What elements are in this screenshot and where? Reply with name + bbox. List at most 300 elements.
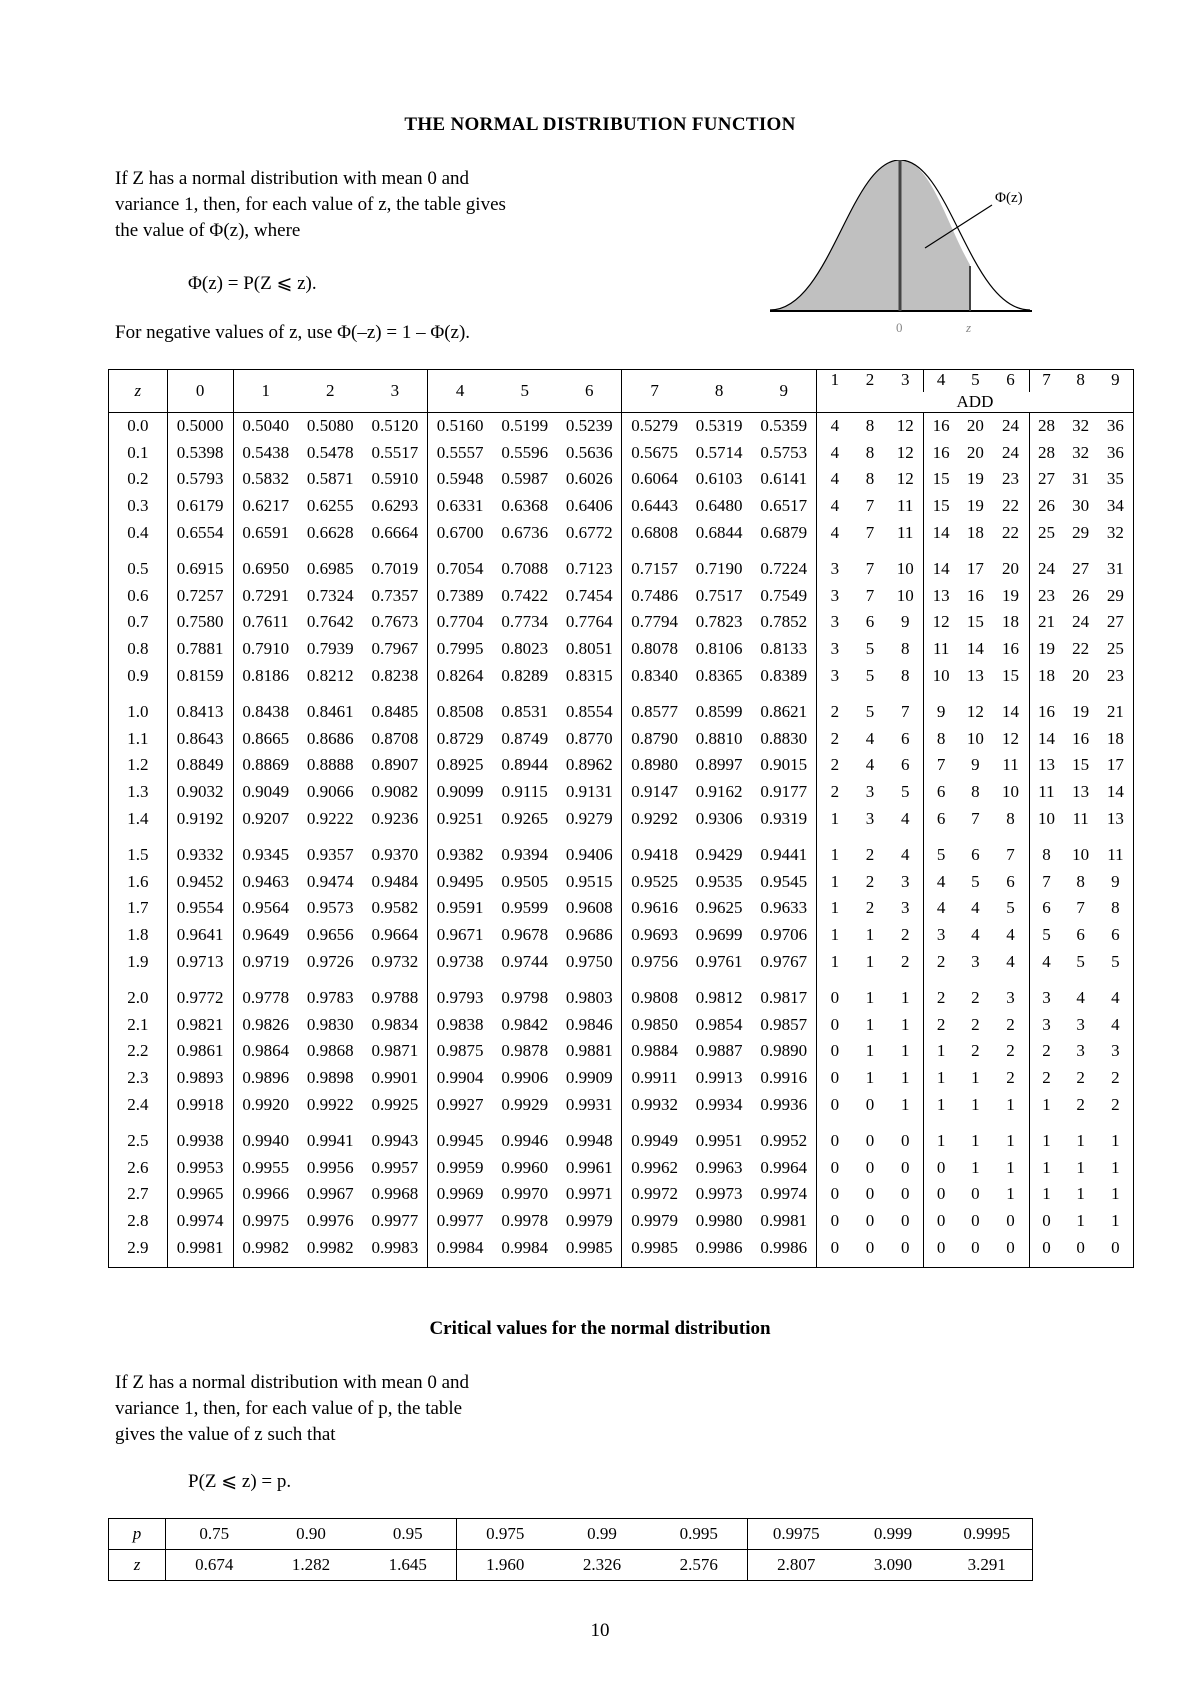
critical-value: 0.9975 <box>748 1519 845 1550</box>
phi-value: 0.6554 <box>167 519 233 546</box>
add-value: 0 <box>865 1094 875 1114</box>
add-value: 8 <box>865 469 875 489</box>
phi-value: 0.8729 <box>428 726 493 753</box>
add-value: 0 <box>887 1234 923 1267</box>
phi-value: 0.8051 <box>565 639 613 659</box>
phi-value: 0.9441 <box>760 845 808 865</box>
phi-value: 0.7291 <box>233 583 298 610</box>
phi-value: 0.9345 <box>233 832 298 869</box>
phi-value: 0.7642 <box>306 612 354 632</box>
phi-value: 0.9693 <box>622 922 687 949</box>
phi-value: 0.9913 <box>695 1067 743 1087</box>
add-value: 1 <box>816 922 852 949</box>
add-value: 3 <box>816 609 852 636</box>
add-value: 4 <box>1076 988 1085 1008</box>
add-value: 0 <box>816 1091 852 1118</box>
z-value: 2.0 <box>109 975 168 1012</box>
phi-value: 0.9177 <box>760 782 808 802</box>
add-value: 16 <box>1072 728 1090 748</box>
add-value: 21 <box>1029 609 1063 636</box>
add-value: 0 <box>1006 1210 1015 1230</box>
table-row <box>109 413 1134 440</box>
z-value: 1.6 <box>109 869 168 896</box>
add-value: 6 <box>900 728 910 748</box>
add-value: 2 <box>1098 1091 1134 1118</box>
phi-value: 0.9830 <box>306 1014 354 1034</box>
add-value: 17 <box>966 559 984 579</box>
add-value: 4 <box>865 755 875 775</box>
add-value: 0 <box>1029 1234 1063 1267</box>
add-value: 1 <box>1006 1131 1015 1151</box>
phi-value: 0.9945 <box>428 1118 493 1155</box>
phi-value: 0.6844 <box>695 522 743 542</box>
add-value: 22 <box>1002 522 1020 542</box>
phi-value: 0.6664 <box>371 522 419 542</box>
phi-value: 0.9808 <box>622 975 687 1012</box>
add-value: 7 <box>924 752 958 779</box>
add-value: 4 <box>971 924 980 944</box>
phi-value: 0.9925 <box>371 1094 419 1114</box>
add-value: 0 <box>971 1210 980 1230</box>
phi-value: 0.8554 <box>565 702 613 722</box>
add-value: 3 <box>900 898 910 918</box>
phi-value: 0.9332 <box>167 832 233 869</box>
phi-value: 0.9893 <box>167 1065 233 1092</box>
add-value: 1 <box>1076 1210 1085 1230</box>
phi-value: 0.7939 <box>306 639 354 659</box>
phi-value: 0.9973 <box>695 1184 743 1204</box>
phi-value: 0.9952 <box>760 1131 808 1151</box>
add-value: 17 <box>1098 752 1134 779</box>
phi-value: 0.9452 <box>167 869 233 896</box>
add-value: 19 <box>966 496 984 516</box>
z-value: 1.1 <box>109 726 168 753</box>
add-value: 5 <box>865 702 875 722</box>
add-value: 6 <box>1076 924 1085 944</box>
phi-value: 0.6736 <box>501 522 549 542</box>
add-value: 0 <box>924 1154 958 1181</box>
add-value: 20 <box>958 413 992 440</box>
add-value: 1 <box>971 1131 980 1151</box>
phi-value: 0.7910 <box>233 636 298 663</box>
add-value: 7 <box>1076 898 1085 918</box>
z-value: 0.1 <box>109 440 168 467</box>
add-value: 0 <box>865 1157 875 1177</box>
critical-p-row <box>109 1519 1033 1550</box>
add-value: 1 <box>816 869 852 896</box>
add-value: 8 <box>865 442 875 462</box>
phi-value: 0.9978 <box>501 1210 549 1230</box>
add-value: 32 <box>1098 519 1134 546</box>
phi-value: 0.8289 <box>501 665 549 685</box>
phi-value: 0.9082 <box>371 782 419 802</box>
phi-value: 0.9484 <box>371 871 419 891</box>
phi-value: 0.9207 <box>233 805 298 832</box>
add-value: 1 <box>900 1094 910 1114</box>
add-value: 7 <box>865 496 875 516</box>
digit-header-6: 6 <box>557 370 622 413</box>
add-value: 1 <box>971 1094 980 1114</box>
add-value: 1 <box>1098 1208 1134 1235</box>
phi-value: 0.9633 <box>760 898 808 918</box>
phi-value: 0.9573 <box>306 898 354 918</box>
phi-value: 0.9918 <box>167 1091 233 1118</box>
add-value: 3 <box>1098 1038 1134 1065</box>
add-value: 14 <box>1029 726 1063 753</box>
add-value: 7 <box>1006 845 1015 865</box>
add-value: 29 <box>1072 522 1090 542</box>
phi-value: 0.9382 <box>428 832 493 869</box>
phi-value: 0.6443 <box>622 493 687 520</box>
phi-value: 0.9756 <box>622 948 687 975</box>
add-value: 8 <box>853 413 887 440</box>
critical-value: 0.995 <box>651 1519 748 1550</box>
z-header: z <box>109 370 168 413</box>
phi-value: 0.9985 <box>557 1234 622 1267</box>
add-value: 6 <box>900 755 910 775</box>
phi-value: 0.9783 <box>306 988 354 1008</box>
phi-value: 0.9842 <box>501 1014 549 1034</box>
intro-line-2: variance 1, then, for each value of z, the table gives <box>115 194 506 215</box>
add-value: 3 <box>900 871 910 891</box>
phi-value: 0.9966 <box>233 1181 298 1208</box>
phi-value: 0.8708 <box>371 728 419 748</box>
critical-value: 1.282 <box>263 1550 360 1581</box>
add-value: 2 <box>924 948 958 975</box>
table-row <box>109 609 1134 636</box>
phi-value: 0.7088 <box>501 559 549 579</box>
add-value: 9 <box>924 689 958 726</box>
add-value: 0 <box>816 1011 852 1038</box>
add-value: 10 <box>966 728 984 748</box>
phi-value: 0.5987 <box>501 469 549 489</box>
phi-value: 0.9706 <box>760 924 808 944</box>
add-value: 1 <box>1098 1118 1134 1155</box>
add-header-7: 7 <box>1029 370 1063 393</box>
phi-value: 0.8980 <box>622 752 687 779</box>
add-value: 16 <box>1002 639 1020 659</box>
phi-value: 0.6591 <box>233 519 298 546</box>
table-row <box>109 869 1134 896</box>
add-header-5: 5 <box>958 370 992 393</box>
phi-value: 0.9772 <box>167 975 233 1012</box>
phi-value: 0.7357 <box>371 585 419 605</box>
phi-value: 0.9887 <box>695 1041 743 1061</box>
z-value: 1.7 <box>109 895 168 922</box>
add-value: 3 <box>971 951 980 971</box>
phi-value: 0.7422 <box>501 585 549 605</box>
z-value: 2.7 <box>109 1181 168 1208</box>
z-value: 2.9 <box>109 1234 168 1267</box>
phi-value: 0.9846 <box>565 1014 613 1034</box>
z-value: 0.9 <box>109 662 168 689</box>
phi-value: 0.5753 <box>760 442 808 462</box>
digit-header-2: 2 <box>298 370 363 413</box>
z-value: 1.8 <box>109 922 168 949</box>
add-value: 3 <box>816 662 852 689</box>
critical-value: 3.090 <box>845 1550 942 1581</box>
phi-value: 0.5910 <box>371 469 419 489</box>
add-value: 2 <box>816 779 852 806</box>
add-value: 15 <box>924 493 958 520</box>
phi-value: 0.9732 <box>371 951 419 971</box>
add-value: 30 <box>1072 496 1090 516</box>
phi-value: 0.8485 <box>371 702 419 722</box>
add-value: 19 <box>966 469 984 489</box>
table-row <box>109 1065 1134 1092</box>
z-value: 2.3 <box>109 1065 168 1092</box>
z-value: 2.5 <box>109 1118 168 1155</box>
add-value: 2 <box>865 871 875 891</box>
phi-value: 0.9875 <box>428 1038 493 1065</box>
add-label: ADD <box>816 392 1133 413</box>
zero-label: 0 <box>896 320 903 335</box>
phi-value: 0.8531 <box>501 702 549 722</box>
phi-value: 0.9049 <box>233 779 298 806</box>
phi-value: 0.9812 <box>695 988 743 1008</box>
add-value: 1 <box>816 832 852 869</box>
add-value: 1 <box>924 1118 958 1155</box>
add-value: 29 <box>1098 583 1134 610</box>
add-value: 1 <box>1029 1181 1063 1208</box>
phi-value: 0.6179 <box>167 493 233 520</box>
phi-value: 0.5398 <box>167 440 233 467</box>
phi-value: 0.6808 <box>622 519 687 546</box>
add-value: 16 <box>966 585 984 605</box>
phi-value: 0.9936 <box>760 1094 808 1114</box>
phi-value: 0.9965 <box>167 1181 233 1208</box>
phi-value: 0.9976 <box>306 1210 354 1230</box>
phi-value: 0.5279 <box>622 413 687 440</box>
add-value: 2 <box>816 752 852 779</box>
z-value: 1.9 <box>109 948 168 975</box>
add-value: 27 <box>1072 559 1090 579</box>
phi-value: 0.9656 <box>306 924 354 944</box>
add-value: 4 <box>1029 948 1063 975</box>
add-value: 8 <box>900 639 910 659</box>
critical-line-1: If Z has a normal distribution with mean 0 and <box>115 1372 470 1393</box>
phi-value: 0.6368 <box>501 496 549 516</box>
add-value: 2 <box>1006 1067 1015 1087</box>
z-value: 0.5 <box>109 546 168 583</box>
z-value: 1.0 <box>109 689 168 726</box>
critical-formula: P(Z ⩽ z) = p. <box>188 1471 292 1492</box>
phi-value: 0.7054 <box>428 546 493 583</box>
add-value: 15 <box>1072 755 1090 775</box>
critical-value: 0.674 <box>166 1550 263 1581</box>
phi-value: 0.9949 <box>622 1118 687 1155</box>
add-value: 9 <box>971 755 980 775</box>
critical-value: 0.975 <box>457 1519 554 1550</box>
add-value: 11 <box>1098 832 1134 869</box>
critical-value: 3.291 <box>942 1550 1033 1581</box>
phi-value: 0.8962 <box>565 755 613 775</box>
add-value: 3 <box>865 808 875 828</box>
phi-value: 0.9429 <box>695 845 743 865</box>
add-value: 0 <box>971 1184 980 1204</box>
table-row <box>109 1118 1134 1155</box>
phi-value: 0.9968 <box>371 1184 419 1204</box>
add-value: 18 <box>1002 612 1020 632</box>
phi-value: 0.9192 <box>167 805 233 832</box>
add-value: 1 <box>816 895 852 922</box>
add-value: 0 <box>958 1234 992 1267</box>
phi-value: 0.5793 <box>167 466 233 493</box>
phi-value: 0.7257 <box>167 583 233 610</box>
phi-value: 0.8159 <box>167 662 233 689</box>
add-value: 32 <box>1063 413 1097 440</box>
phi-value: 0.9984 <box>492 1234 557 1267</box>
digit-header-8: 8 <box>687 370 752 413</box>
phi-value: 0.5000 <box>167 413 233 440</box>
add-value: 5 <box>1076 951 1085 971</box>
add-value: 23 <box>1029 583 1063 610</box>
phi-value: 0.9591 <box>428 895 493 922</box>
add-value: 4 <box>924 869 958 896</box>
add-value: 1 <box>865 1067 875 1087</box>
critical-value: 1.960 <box>457 1550 554 1581</box>
phi-value: 0.9834 <box>371 1014 419 1034</box>
phi-value: 0.9868 <box>306 1041 354 1061</box>
phi-value: 0.9911 <box>622 1065 687 1092</box>
add-value: 24 <box>1072 612 1090 632</box>
table-row <box>109 493 1134 520</box>
phi-value: 0.9525 <box>622 869 687 896</box>
add-value: 26 <box>1072 585 1090 605</box>
add-value: 22 <box>1072 639 1090 659</box>
add-value: 0 <box>816 1038 852 1065</box>
add-value: 1 <box>865 1041 875 1061</box>
phi-value: 0.9953 <box>167 1154 233 1181</box>
add-value: 0 <box>900 1131 910 1151</box>
add-value: 9 <box>900 612 910 632</box>
add-value: 7 <box>865 559 875 579</box>
phi-value: 0.7995 <box>428 636 493 663</box>
critical-value: 2.326 <box>554 1550 651 1581</box>
add-value: 1 <box>900 1041 910 1061</box>
z-value: 2.6 <box>109 1154 168 1181</box>
add-value: 15 <box>1002 665 1020 685</box>
add-header-2: 2 <box>853 370 887 393</box>
add-value: 7 <box>865 522 875 542</box>
add-value: 0 <box>816 975 852 1012</box>
add-value: 5 <box>971 871 980 891</box>
add-value: 0 <box>1063 1234 1097 1267</box>
add-value: 0 <box>1029 1208 1063 1235</box>
phi-value: 0.5478 <box>306 442 354 462</box>
add-value: 4 <box>1006 951 1015 971</box>
phi-value: 0.9554 <box>167 895 233 922</box>
table-row <box>109 1154 1134 1181</box>
add-value: 28 <box>1029 413 1063 440</box>
critical-z-label: z <box>109 1550 166 1581</box>
critical-value: 2.807 <box>748 1550 845 1581</box>
phi-value: 0.7580 <box>167 609 233 636</box>
phi-value: 0.9861 <box>167 1038 233 1065</box>
phi-value: 0.9641 <box>167 922 233 949</box>
phi-value: 0.6950 <box>233 546 298 583</box>
phi-value: 0.6293 <box>371 496 419 516</box>
add-value: 13 <box>924 583 958 610</box>
add-value: 0 <box>900 1157 910 1177</box>
phi-value: 0.9864 <box>233 1038 298 1065</box>
phi-value: 0.8997 <box>695 755 743 775</box>
add-value: 4 <box>816 466 852 493</box>
critical-value: 0.99 <box>554 1519 651 1550</box>
add-value: 2 <box>971 988 980 1008</box>
phi-value: 0.9979 <box>565 1210 613 1230</box>
phi-value: 0.9719 <box>233 948 298 975</box>
phi-value: 0.7794 <box>622 609 687 636</box>
phi-value: 0.6406 <box>565 496 613 516</box>
intro-line-1: If Z has a normal distribution with mean 0 and <box>115 168 470 189</box>
add-value: 13 <box>1029 752 1063 779</box>
add-value: 1 <box>1098 1154 1134 1181</box>
phi-value: 0.9983 <box>363 1234 428 1267</box>
table-row <box>109 583 1134 610</box>
phi-value: 0.9066 <box>306 782 354 802</box>
add-value: 11 <box>897 496 914 516</box>
add-value: 19 <box>1072 702 1090 722</box>
add-value: 2 <box>816 726 852 753</box>
add-value: 10 <box>896 559 914 579</box>
phi-value: 0.7852 <box>760 612 808 632</box>
add-value: 0 <box>993 1234 1029 1267</box>
phi-value: 0.9932 <box>622 1091 687 1118</box>
phi-value: 0.9961 <box>565 1157 613 1177</box>
phi-value: 0.6985 <box>306 559 354 579</box>
phi-value: 0.6517 <box>760 496 808 516</box>
phi-value: 0.9938 <box>167 1118 233 1155</box>
add-value: 3 <box>816 583 852 610</box>
add-value: 4 <box>971 898 980 918</box>
add-value: 2 <box>924 1011 958 1038</box>
phi-value: 0.6772 <box>565 522 613 542</box>
add-value: 11 <box>897 522 914 542</box>
add-value: 4 <box>1006 924 1015 944</box>
phi-value: 0.8749 <box>501 728 549 748</box>
phi-value: 0.9319 <box>760 808 808 828</box>
table-row <box>109 779 1134 806</box>
phi-value: 0.7019 <box>371 559 419 579</box>
add-value: 10 <box>1002 782 1020 802</box>
add-value: 1 <box>1029 1118 1063 1155</box>
add-value: 1 <box>865 951 875 971</box>
phi-value: 0.9974 <box>167 1208 233 1235</box>
add-value: 16 <box>924 413 958 440</box>
phi-value: 0.9678 <box>501 924 549 944</box>
phi-value: 0.5675 <box>622 440 687 467</box>
add-value: 10 <box>1072 845 1090 865</box>
add-value: 7 <box>900 702 910 722</box>
phi-value: 0.7486 <box>622 583 687 610</box>
phi-value: 0.9821 <box>167 1011 233 1038</box>
phi-value: 0.9941 <box>306 1131 354 1151</box>
phi-value: 0.9265 <box>501 808 549 828</box>
add-value: 4 <box>900 845 910 865</box>
add-value: 23 <box>1098 662 1134 689</box>
phi-value: 0.9394 <box>501 845 549 865</box>
add-header-8: 8 <box>1063 370 1097 393</box>
critical-line-3: gives the value of z such that <box>115 1424 336 1445</box>
phi-value: 0.9599 <box>501 898 549 918</box>
phi-value: 0.9292 <box>622 805 687 832</box>
intro-text <box>115 166 585 244</box>
add-value: 0 <box>853 1234 887 1267</box>
phi-value: 0.5438 <box>233 440 298 467</box>
phi-value: 0.8770 <box>565 728 613 748</box>
phi-value: 0.8186 <box>233 662 298 689</box>
